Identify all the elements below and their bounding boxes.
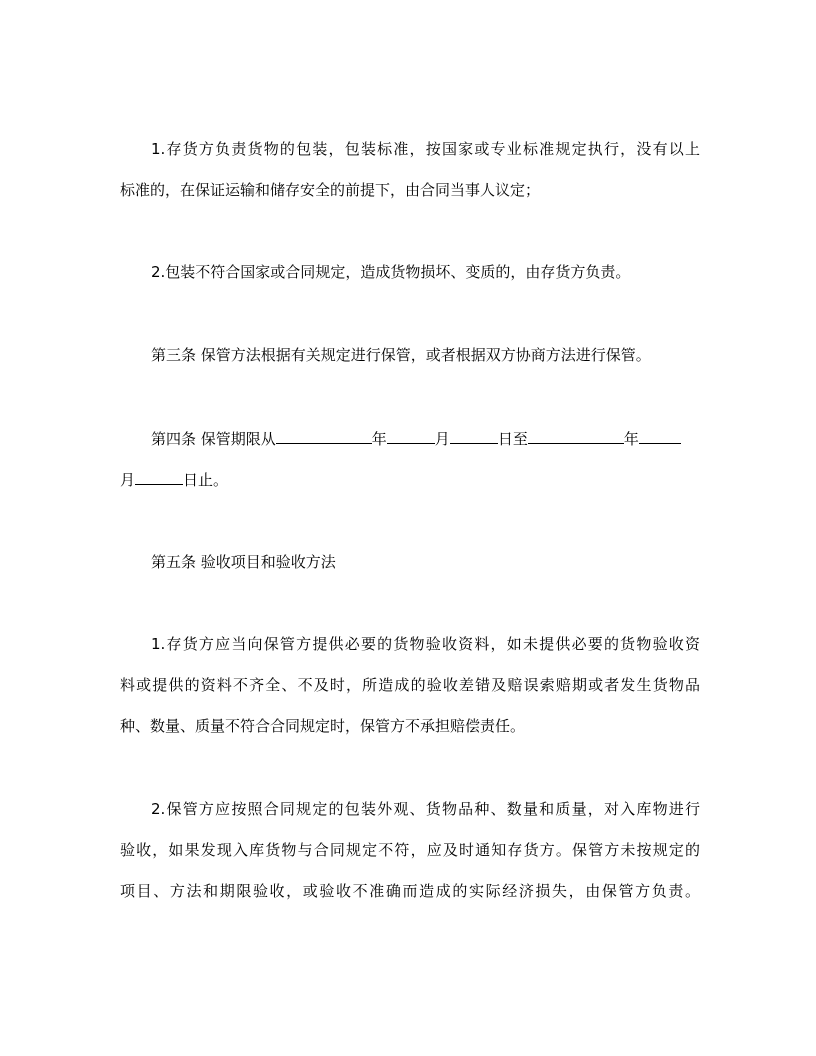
start-day-blank[interactable] bbox=[450, 428, 498, 444]
packaging-clause-1-line-1: 1.存货方负责货物的包装，包装标准，按国家或专业标准规定执行，没有以上 bbox=[151, 140, 700, 158]
end-month-blank[interactable] bbox=[639, 428, 681, 444]
inspection-clause-1-line-3: 种、数量、质量不符合合同规定时，保管方不承担赔偿责任。 bbox=[120, 717, 526, 735]
end-label: 日止。 bbox=[183, 471, 229, 489]
end-day-blank[interactable] bbox=[135, 469, 183, 485]
month-label: 月 bbox=[434, 430, 450, 448]
inspection-clause-2-line-3: 项目、方法和期限验收，或验收不准确而造成的实际经济损失，由保管方负责。 bbox=[120, 882, 700, 900]
end-year-blank[interactable] bbox=[528, 428, 624, 444]
inspection-clause-2-line-2: 验收，如果发现入库货物与合同规定不符，应及时通知存货方。保管方未按规定的 bbox=[120, 841, 700, 859]
inspection-clause-1-line-1: 1.存货方应当向保管方提供必要的货物验收资料，如未提供必要的货物验收资 bbox=[151, 635, 700, 653]
day-to-label: 日至 bbox=[497, 430, 528, 448]
year-label: 年 bbox=[371, 430, 387, 448]
inspection-clause-1-line-2: 料或提供的资料不齐全、不及时，所造成的验收差错及赔误索赔期或者发生货物品 bbox=[120, 676, 700, 694]
article-4-prefix: 第四条 保管期限从 bbox=[151, 430, 276, 448]
packaging-clause-1-line-2: 标准的，在保证运输和储存安全的前提下，由合同当事人议定； bbox=[120, 181, 541, 199]
start-month-blank[interactable] bbox=[387, 428, 435, 444]
article-4-storage-period-line-2 bbox=[120, 469, 700, 490]
article-3-storage-method: 第三条 保管方法根据有关规定进行保管，或者根据双方协商方法进行保管。 bbox=[151, 346, 651, 364]
inspection-clause-2-line-1: 2.保管方应按照合同规定的包装外观、货物品种、数量和质量，对入库物进行 bbox=[151, 800, 700, 818]
packaging-clause-2: 2.包装不符合国家或合同规定，造成货物损坏、变质的，由存货方负责。 bbox=[151, 263, 631, 281]
month-label: 月 bbox=[120, 471, 136, 489]
article-5-heading: 第五条 验收项目和验收方法 bbox=[151, 553, 336, 571]
year-label: 年 bbox=[623, 430, 639, 448]
article-4-storage-period-line-1 bbox=[151, 428, 700, 449]
start-year-blank[interactable] bbox=[276, 428, 372, 444]
